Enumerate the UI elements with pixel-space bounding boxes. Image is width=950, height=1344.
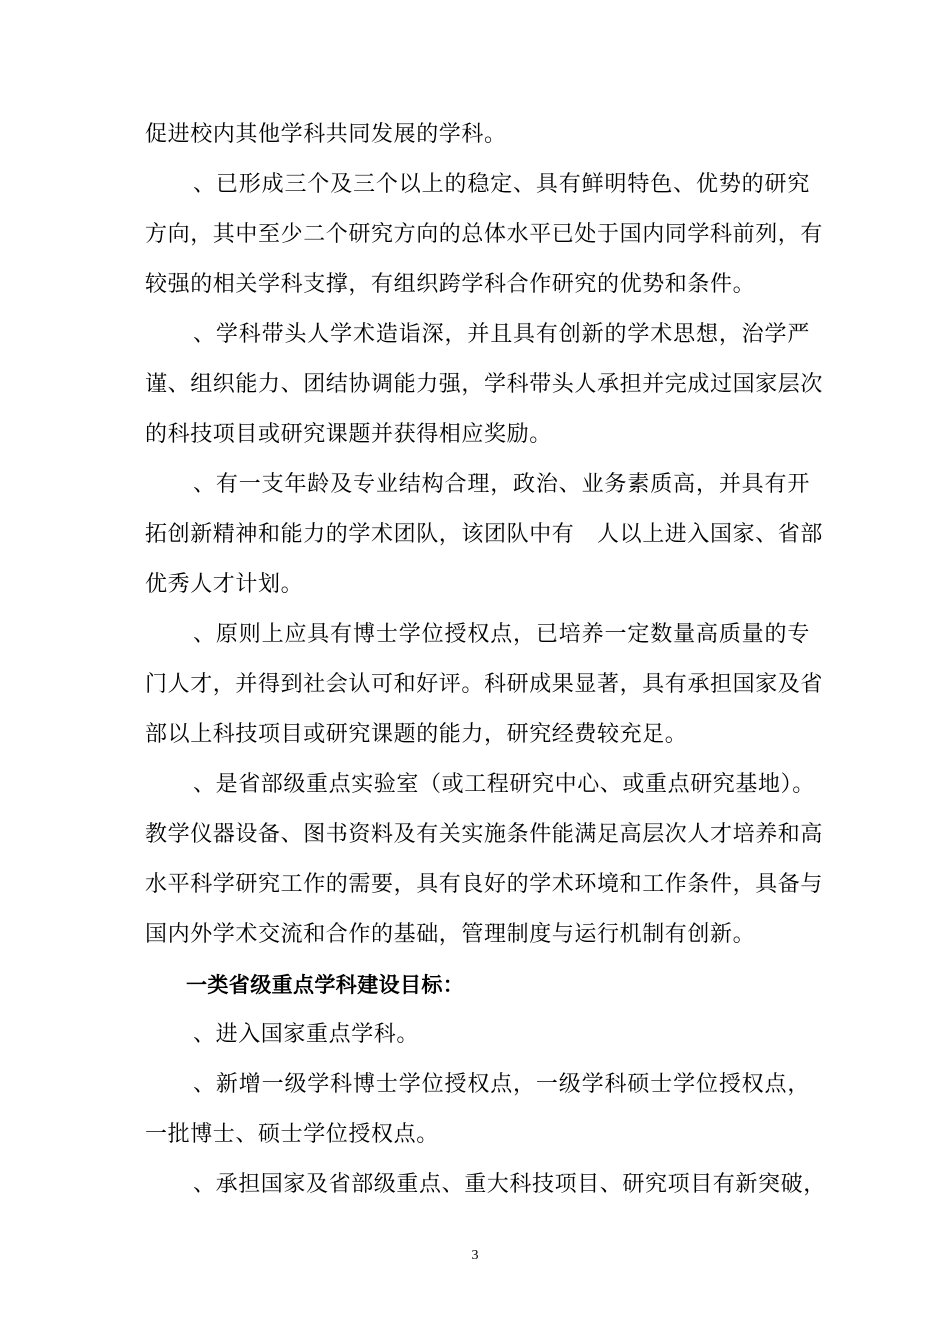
page-number: 3 (471, 1248, 479, 1263)
body-text-line: 水平科学研究工作的需要，具有良好的学术环境和工作条件，具备与 (145, 872, 824, 897)
body-text-line: 的科技项目或研究课题并获得相应奖励。 (145, 422, 552, 447)
body-text-line: 较强的相关学科支撑，有组织跨学科合作研究的优势和条件。 (145, 272, 756, 297)
body-text-line: 国内外学术交流和合作的基础，管理制度与运行机制有创新。 (145, 922, 756, 947)
body-text-line: 优秀人才计划。 (145, 572, 304, 597)
body-text-line: 一批博士、硕士学位授权点。 (145, 1122, 439, 1147)
body-text-line: 、已形成三个及三个以上的稳定、具有鲜明特色、优势的研究 (193, 172, 810, 197)
body-text-line: 、是省部级重点实验室（或工程研究中心、或重点研究基地）。 (193, 772, 815, 797)
body-text-line: 教学仪器设备、图书资料及有关实施条件能满足高层次人才培养和高 (145, 822, 824, 847)
body-text-line: 、新增一级学科博士学位授权点，一级学科硕士学位授权点， (193, 1072, 810, 1097)
section-heading: 一类省级重点学科建设目标： (186, 973, 465, 997)
body-text-line: 、进入国家重点学科。 (193, 1022, 420, 1047)
body-text-line: 促进校内其他学科共同发展的学科。 (145, 122, 507, 147)
body-text-line: 方向，其中至少二个研究方向的总体水平已处于国内同学科前列，有 (145, 222, 824, 247)
body-text-line: 、学科带头人学术造诣深，并且具有创新的学术思想，治学严 (193, 322, 810, 347)
body-text-line: 部以上科技项目或研究课题的能力，研究经费较充足。 (145, 722, 688, 747)
body-text-line: 门人才，并得到社会认可和好评。科研成果显著，具有承担国家及省 (145, 672, 824, 697)
body-text-line: 、有一支年龄及专业结构合理，政治、业务素质高，并具有开 (193, 472, 810, 497)
body-text-line: 谨、组织能力、团结协调能力强，学科带头人承担并完成过国家层次 (145, 372, 824, 397)
body-text-line: 、承担国家及省部级重点、重大科技项目、研究项目有新突破， (193, 1172, 826, 1197)
body-text-line: 拓创新精神和能力的学术团队，该团队中有 人以上进入国家、省部 (145, 522, 824, 547)
body-text-line: 、原则上应具有博士学位授权点，已培养一定数量高质量的专 (193, 622, 810, 647)
